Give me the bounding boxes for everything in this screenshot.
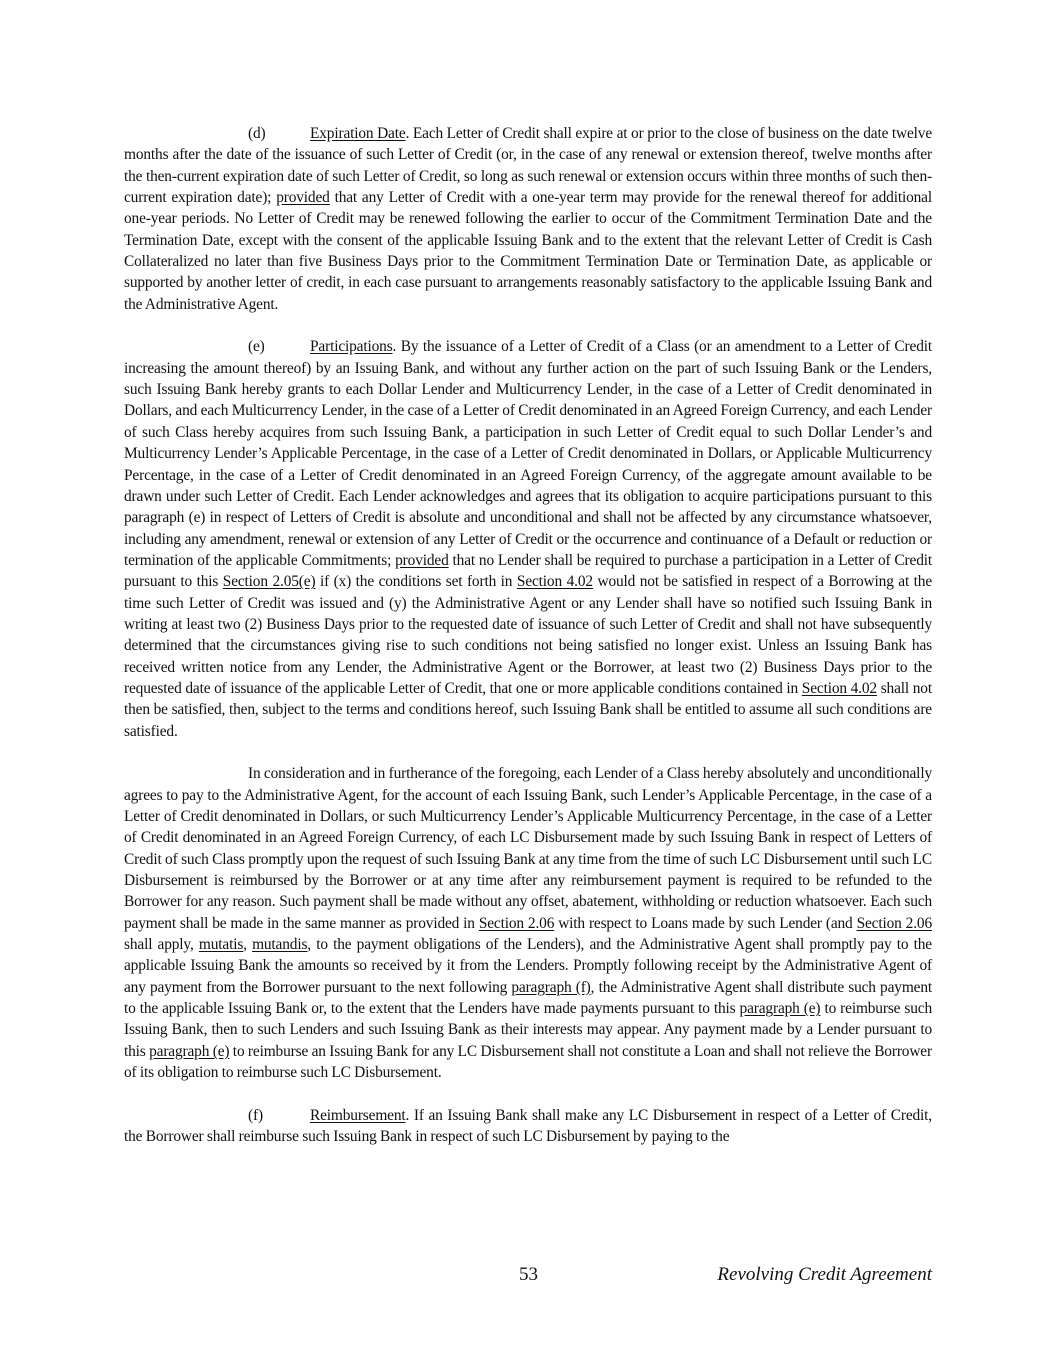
paragraph-label: (d)	[248, 125, 266, 142]
underlined-reference: Section 4.02	[516, 573, 593, 591]
underlined-reference: Participations	[310, 338, 393, 356]
underlined-reference: Section 2.05(e)	[222, 573, 316, 591]
underlined-reference: paragraph (e)	[149, 1042, 230, 1060]
document-body	[124, 123, 932, 1169]
paragraph-text: with respect to Loans made by such Lender (and	[554, 914, 857, 932]
underlined-reference: Section 2.06	[856, 914, 932, 932]
paragraph	[124, 123, 932, 315]
paragraph-label: (e)	[248, 338, 265, 356]
underlined-reference: paragraph (f)	[511, 978, 591, 996]
paragraph-text: , to the payment obligations of the Lenders), and the Administrative Agent shall promptly pay to the applicable Issuing Bank the amounts so received by it from the Lenders. Promptly following receipt by the Administrative Agent of any payment from the Borrower pursuant to the next following	[124, 936, 932, 996]
paragraph-text: that any Letter of Credit with a one-year term may provide for the renewal thereof for additional one-year periods. No Letter of Credit may be renewed following the earlier to occur of the Commitment Termination Date and the Termination Date, except with the consent of the applicable Issuing Bank and to the extent that the relevant Letter of Credit is Cash Collateralized no later than five Business Days prior to the Commitment Termination Date or Termination Date, as applicable or supported by another letter of credit, in each case pursuant to arrangements reasonably satisfactory to the applicable Issuing Bank and the Administrative Agent.	[124, 189, 932, 313]
paragraph	[124, 336, 932, 742]
paragraph-text: In consideration and in furtherance of the foregoing, each Lender of a Class hereby absolutely and unconditionally agrees to pay to the Administrative Agent, for the account of each Issuing Bank, such Lender’s Applicable Percentage, in the case of a Letter of Credit denominated in Dollars, or such Multicurrency Lender’s Applicable Multicurrency Percentage, in the case of a Letter of Credit denominated in an Agreed Foreign Currency, of each LC Disbursement made by such Issuing Bank in respect of Letters of Credit of such Class promptly upon the request of such Issuing Bank at any time from the time of such LC Disbursement until such LC Disbursement is reimbursed by the Borrower or at any time after any reimbursement payment is required to be refunded to the Borrower for any reason. Such payment shall be made without any offset, abatement, withholding or reduction whatsoever. Each such payment shall be made in the same manner as provided in	[124, 765, 932, 932]
underlined-reference: Reimbursement	[310, 1106, 406, 1124]
underlined-reference: mutatis	[198, 936, 244, 954]
paragraph-text: . If an Issuing Bank shall make any LC Disbursement in respect of a Letter of Credit, the Borrower shall reimburse such Issuing Bank in respect of such LC Disbursement by paying to the	[124, 1106, 932, 1146]
page-footer	[124, 1262, 932, 1290]
paragraph	[124, 763, 932, 1083]
paragraph-text: would not be satisfied in respect of a Borrowing at the time such Letter of Credit was issued and (y) the Administrative Agent or any Lender shall have so notified such Issuing Bank in writing at least two (2) Business Days prior to the requested date of issuance of such Letter of Credit and shall not have subsequently determined that the circumstances giving rise to such conditions not being satisfied no longer exist. Unless an Issuing Bank has received written notice from any Lender, the Administrative Agent or the Borrower, at least two (2) Business Days prior to the requested date of issuance of the applicable Letter of Credit, that one or more applicable conditions contained in	[124, 573, 933, 697]
paragraph-text: shall not then be satisfied, then, subject to the terms and conditions hereof, such Issuing Bank shall be entitled to assume all such conditions are satisfied.	[124, 679, 932, 740]
paragraph-text: shall apply,	[124, 936, 199, 954]
paragraph-text: . By the issuance of a Letter of Credit of a Class (or an amendment to a Letter of Credit increasing the amount thereof) by an Issuing Bank, and without any further action on the part of such Issuing Bank or the Lenders, such Issuing Bank hereby grants to each Dollar Lender and Multicurrency Lender, in the case of a Letter of Credit denominated in Dollars, and each Multicurrency Lender, in the case of a Letter of Credit denominated in an Agreed Foreign Currency, and each Lender of such Class hereby acquires from such Issuing Bank, a participation in such Letter of Credit equal to such Dollar Lender’s and Multicurrency Lender’s Applicable Percentage, in the case of a Letter of Credit denominated in Dollars, or Applicable Multicurrency Percentage, in the case of a Letter of Credit denominated in an Agreed Foreign Currency, of the aggregate amount available to be drawn under such Letter of Credit. Each Lender acknowledges and agrees that its obligation to acquire participations pursuant to this paragraph (e) in respect of Letters of Credit is absolute and unconditional and shall not be affected by any circumstance whatsoever, including any amendment, renewal or extension of any Letter of Credit or the occurrence and continuance of a Default or reduction or termination of the applicable Commitments;	[124, 338, 932, 569]
underlined-reference: provided	[395, 551, 449, 569]
underlined-reference: mutandis	[252, 936, 308, 954]
paragraph-text: to reimburse such Issuing Bank, then to such Lenders and such Issuing Bank as their interests may appear. Any payment made by a Lender pursuant to this	[124, 1000, 932, 1060]
paragraph-text: ,	[243, 936, 253, 954]
paragraph-text: . Each Letter of Credit shall expire at or prior to the close of business on the date twelve months after the date of the issuance of such Letter of Credit (or, in the case of any renewal or extension thereof, twelve months after the then-current expiration date of such Letter of Credit, so long as such renewal or extension occurs within three months of such then-current expiration date);	[124, 125, 932, 207]
paragraph-text: , the Administrative Agent shall distribute such payment to the applicable Issuing Bank or, to the extent that the Lenders have made payments pursuant to this	[124, 978, 932, 1018]
paragraph-text: that no Lender shall be required to purchase a participation in a Letter of Credit pursuant to this	[124, 551, 933, 591]
paragraph-text: to reimburse an Issuing Bank for any LC Disbursement shall not constitute a Loan and shall not relieve the Borrower of its obligation to reimburse such LC Disbursement.	[124, 1042, 932, 1082]
paragraph-label: (f)	[248, 1106, 263, 1124]
page-number: 53	[519, 1264, 538, 1285]
underlined-reference: Section 4.02	[801, 679, 877, 697]
underlined-reference: paragraph (e)	[739, 1000, 821, 1018]
underlined-reference: provided	[276, 189, 330, 207]
document-title: Revolving Credit Agreement	[717, 1264, 932, 1285]
underlined-reference: Section 2.06	[478, 914, 555, 932]
paragraph	[124, 1105, 932, 1148]
underlined-reference: Expiration Date	[310, 125, 406, 142]
paragraph-text: if (x) the conditions set forth in	[315, 573, 517, 591]
